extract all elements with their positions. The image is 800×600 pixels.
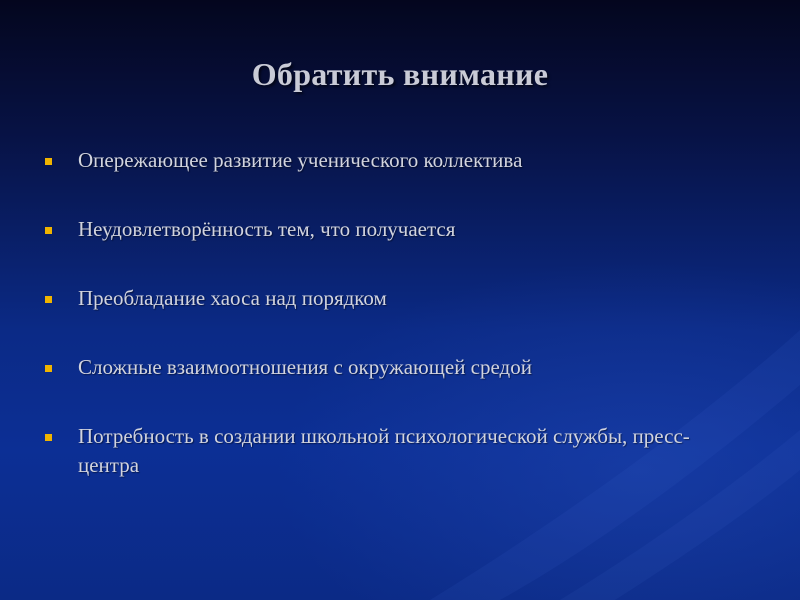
slide-title: Обратить внимание	[251, 56, 549, 92]
bullet-item	[45, 284, 745, 313]
bullet-item	[45, 146, 745, 175]
bullet-item	[45, 422, 745, 480]
bullet-item	[45, 215, 745, 244]
square-bullet-icon	[45, 296, 52, 303]
bullet-text: Опережающее развитие ученического коллектива	[78, 148, 523, 172]
square-bullet-icon	[45, 434, 52, 441]
bullet-item	[45, 353, 745, 382]
bullet-text: Потребность в создании школьной психологической службы, пресс-центра	[78, 424, 690, 477]
bullet-text: Сложные взаимоотношения с окружающей средой	[78, 355, 532, 379]
bullet-list	[45, 146, 745, 520]
square-bullet-icon	[45, 365, 52, 372]
square-bullet-icon	[45, 227, 52, 234]
square-bullet-icon	[45, 158, 52, 165]
bullet-text: Преобладание хаоса над порядком	[78, 286, 387, 310]
bullet-text: Неудовлетворённость тем, что получается	[78, 217, 456, 241]
